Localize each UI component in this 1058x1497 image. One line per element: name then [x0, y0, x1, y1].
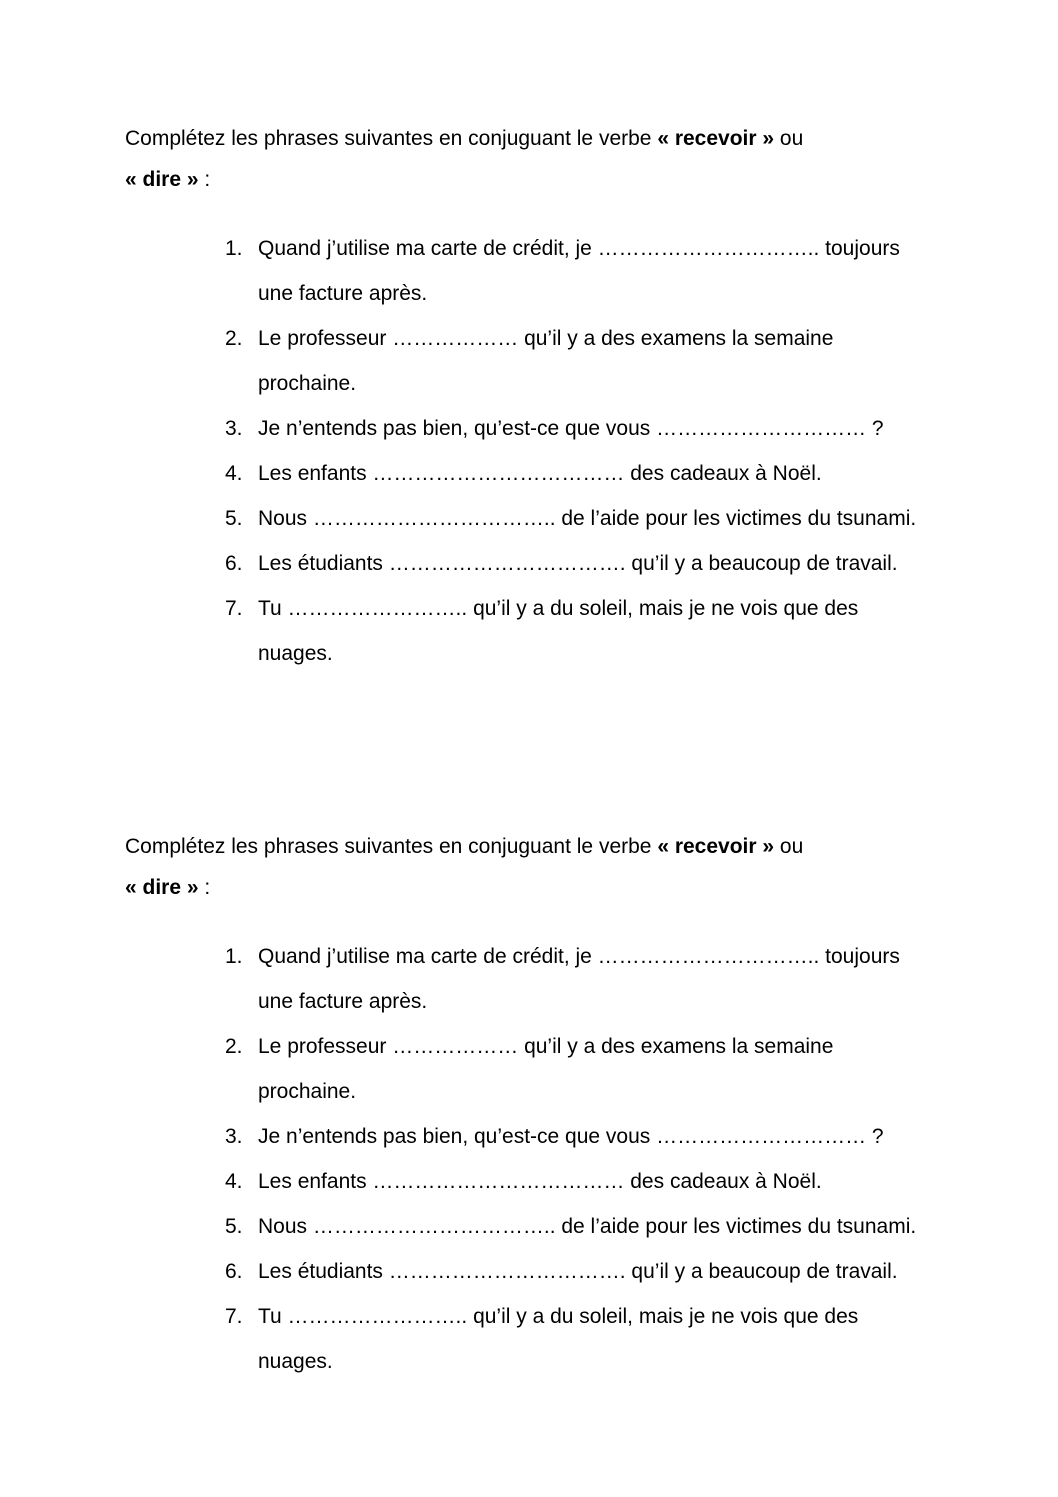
item-line: Le professeur ……………… qu’il y a des examens la semaine — [258, 327, 834, 350]
exercise-item-4 — [225, 451, 1003, 496]
item-number: 1. — [225, 237, 243, 260]
item-number: 7. — [225, 1305, 243, 1328]
item-number: 5. — [225, 507, 243, 530]
heading-text: ou — [774, 127, 804, 150]
item-line: Je n’entends pas bien, qu’est-ce que vous ………………………… ? — [258, 1125, 884, 1148]
item-line: Quand j’utilise ma carte de crédit, je ………………………….. toujours — [258, 237, 900, 260]
section-heading — [125, 826, 885, 908]
item-line: Tu …………………….. qu’il y a du soleil, mais je ne vois que des — [258, 597, 859, 620]
verb-recevoir: « recevoir » — [657, 127, 775, 150]
item-line: prochaine. — [258, 1080, 357, 1103]
item-line: une facture après. — [258, 282, 428, 305]
heading-text: : — [198, 168, 211, 191]
item-number: 1. — [225, 945, 243, 968]
heading-text: Complétez les phrases suivantes en conjuguant le verbe — [125, 835, 658, 858]
item-line: Les enfants ……………………………… des cadeaux à Noël. — [258, 462, 822, 485]
item-number: 3. — [225, 1125, 243, 1148]
item-number: 2. — [225, 1035, 243, 1058]
item-number: 5. — [225, 1215, 243, 1238]
item-line: nuages. — [258, 642, 333, 665]
item-line: Nous …………………………….. de l’aide pour les victimes du tsunami. — [258, 507, 917, 530]
exercise-item-5 — [225, 1204, 1003, 1249]
item-line: Les étudiants ……………………………. qu’il y a beaucoup de travail. — [258, 1260, 898, 1283]
exercise-item-7 — [225, 1294, 1003, 1384]
item-number: 2. — [225, 327, 243, 350]
item-line: nuages. — [258, 1350, 333, 1373]
item-number: 6. — [225, 552, 243, 575]
exercise-item-6 — [225, 1249, 1003, 1294]
exercise-section-2 — [125, 826, 1003, 1384]
exercise-item-2 — [225, 316, 1003, 406]
heading-text: ou — [774, 835, 804, 858]
exercise-item-4 — [225, 1159, 1003, 1204]
exercise-item-1 — [225, 934, 1003, 1024]
heading-text: : — [198, 876, 211, 899]
item-line: Quand j’utilise ma carte de crédit, je ………………………….. toujours — [258, 945, 900, 968]
section-heading — [125, 118, 885, 200]
item-number: 4. — [225, 462, 243, 485]
heading-text: Complétez les phrases suivantes en conjuguant le verbe — [125, 127, 658, 150]
exercise-section-1 — [125, 118, 1003, 676]
item-number: 6. — [225, 1260, 243, 1283]
item-line: Le professeur ……………… qu’il y a des examens la semaine — [258, 1035, 834, 1058]
exercise-item-6 — [225, 541, 1003, 586]
exercise-item-2 — [225, 1024, 1003, 1114]
exercise-item-1 — [225, 226, 1003, 316]
exercise-item-7 — [225, 586, 1003, 676]
item-line: prochaine. — [258, 372, 357, 395]
item-line: Tu …………………….. qu’il y a du soleil, mais je ne vois que des — [258, 1305, 859, 1328]
exercise-item-3 — [225, 1114, 1003, 1159]
exercise-list — [225, 226, 1003, 676]
exercise-item-5 — [225, 496, 1003, 541]
item-number: 4. — [225, 1170, 243, 1193]
item-line: une facture après. — [258, 990, 428, 1013]
item-line: Les enfants ……………………………… des cadeaux à Noël. — [258, 1170, 822, 1193]
verb-recevoir: « recevoir » — [657, 835, 775, 858]
exercise-list — [225, 934, 1003, 1384]
item-line: Je n’entends pas bien, qu’est-ce que vous ………………………… ? — [258, 417, 884, 440]
item-number: 7. — [225, 597, 243, 620]
verb-dire: « dire » — [125, 168, 199, 191]
exercise-item-3 — [225, 406, 1003, 451]
item-line: Nous …………………………….. de l’aide pour les victimes du tsunami. — [258, 1215, 917, 1238]
verb-dire: « dire » — [125, 876, 199, 899]
item-line: Les étudiants ……………………………. qu’il y a beaucoup de travail. — [258, 552, 898, 575]
item-number: 3. — [225, 417, 243, 440]
